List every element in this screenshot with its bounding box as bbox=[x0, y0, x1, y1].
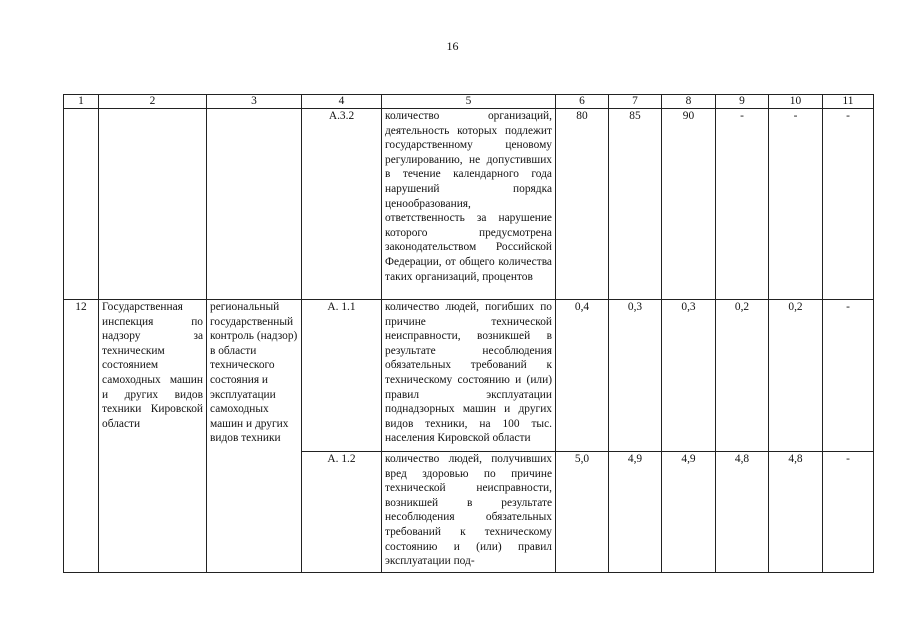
row-number bbox=[64, 109, 99, 300]
header-row bbox=[64, 95, 874, 109]
value-col-6: 80 bbox=[556, 109, 609, 300]
value-col-7: 4,9 bbox=[609, 452, 662, 573]
header-col-6: 6 bbox=[556, 95, 609, 109]
activity-cell bbox=[207, 109, 302, 300]
value-col-11: - bbox=[823, 452, 874, 573]
value-col-8: 4,9 bbox=[662, 452, 716, 573]
value-col-9: - bbox=[716, 109, 769, 300]
header-col-8: 8 bbox=[662, 95, 716, 109]
authority-cell bbox=[99, 109, 207, 300]
header-col-4: 4 bbox=[302, 95, 382, 109]
indicator-text: количество людей, получивших вред здоровью по причине технической неисправности, возникшей в результате несоблюдения обязательных требований к техническому состоянию и (или) правил эксплуатации под- bbox=[382, 452, 556, 573]
header-col-2: 2 bbox=[99, 95, 207, 109]
header-col-1: 1 bbox=[64, 95, 99, 109]
value-col-11: - bbox=[823, 300, 874, 452]
table-row bbox=[64, 300, 874, 452]
indicator-code: А. 1.1 bbox=[302, 300, 382, 452]
value-col-9: 0,2 bbox=[716, 300, 769, 452]
header-col-11: 11 bbox=[823, 95, 874, 109]
page-number: 16 bbox=[446, 39, 459, 53]
header-col-5: 5 bbox=[382, 95, 556, 109]
value-col-6: 0,4 bbox=[556, 300, 609, 452]
header-col-3: 3 bbox=[207, 95, 302, 109]
value-col-10: 0,2 bbox=[769, 300, 823, 452]
authority-cell: Государственная инспекция по надзору за техническим состоянием самоходных машин и других видов техники Кировской области bbox=[99, 300, 207, 573]
value-col-6: 5,0 bbox=[556, 452, 609, 573]
value-col-7: 0,3 bbox=[609, 300, 662, 452]
value-col-10: 4,8 bbox=[769, 452, 823, 573]
indicator-text: количество людей, погибших по причине технической неисправности, возникшей в результате несоблюдения обязательных требований к техническому состоянию и (или) правил эксплуатации поднадзорных машин и других видов техники, на 100 тыс. населения Кировской области bbox=[382, 300, 556, 452]
value-col-7: 85 bbox=[609, 109, 662, 300]
value-col-11: - bbox=[823, 109, 874, 300]
value-col-10: - bbox=[769, 109, 823, 300]
value-col-8: 0,3 bbox=[662, 300, 716, 452]
activity-cell: региональный государственный контроль (надзор) в области технического состояния и эксплуатации самоходных машин и других видов техники bbox=[207, 300, 302, 573]
indicators-table bbox=[63, 94, 874, 573]
indicator-text: количество организаций, деятельность которых подлежит государственному ценовому регулированию, не допустивших в течение календарного года нарушений порядка ценообразования, ответственность за нарушение которого предусмотрена законодательством Российской Федерации, от общего количества таких организаций, процентов bbox=[382, 109, 556, 300]
header-col-9: 9 bbox=[716, 95, 769, 109]
indicator-code: А.3.2 bbox=[302, 109, 382, 300]
value-col-9: 4,8 bbox=[716, 452, 769, 573]
value-col-8: 90 bbox=[662, 109, 716, 300]
row-number: 12 bbox=[64, 300, 99, 573]
table-row bbox=[64, 109, 874, 300]
header-col-10: 10 bbox=[769, 95, 823, 109]
indicator-code: А. 1.2 bbox=[302, 452, 382, 573]
header-col-7: 7 bbox=[609, 95, 662, 109]
